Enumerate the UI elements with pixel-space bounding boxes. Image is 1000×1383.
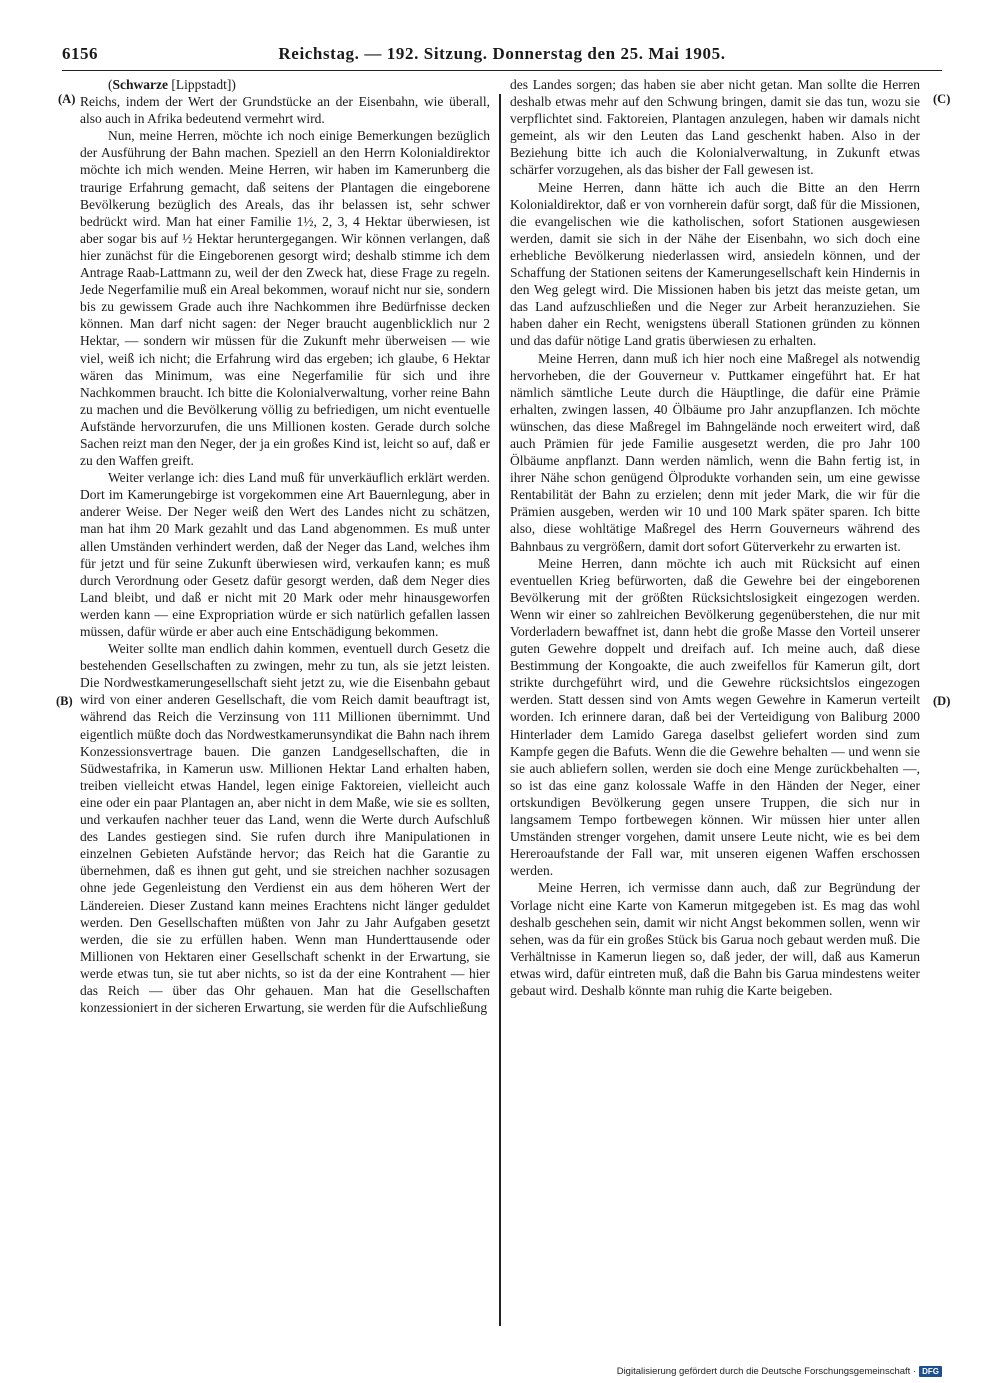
page-header — [62, 44, 942, 70]
header-rule — [62, 70, 942, 71]
speaker-line: (Schwarze [Lippstadt]) — [108, 77, 236, 92]
paragraph: Weiter verlange ich: dies Land muß für unverkäuflich erklärt werden. Dort im Kamerungebirge ist vorgekommen eine Art Bauernlegung, aber in anderer Weise. Der Neger weiß den Wert des Landes nicht zu schätzen, man hat ihm 20 Mark gezahlt und das Land abgenommen. Es muß unter allen Umständen verhindert werden, daß der Neger das Land, welches ihm für jetzt und für seine Zukunft überwiesen wird, verkaufen kann; es muß durch Verordnung oder Gesetz dafür gesorgt werden, daß dem Neger dies Land bleibt, und daß er nicht mit 20 Mark oder mehr hinausgeworfen werden kann — eine Expropriation würde er sich natürlich gefallen lassen müssen, dafür würde er aber auch eine Entschädigung bekommen. — [80, 470, 490, 639]
paragraph: des Landes sorgen; das haben sie aber nicht getan. Man sollte die Herren deshalb etwas mehr auf den Schwung bringen, damit sie das tun, wozu sie verpflichtet sind. Faktoreien, Plantagen anzulegen, haben wir damals nicht gemeint, als wir den Leuten das Land geschenkt haben. Also in der Beziehung bitte ich auch die Kolonialverwaltung, in Zukunft etwas schärfer vorzugehen, als das bisher der Fall gewesen ist. — [510, 77, 920, 178]
digitization-credit — [617, 1366, 942, 1377]
paragraph: Nun, meine Herren, möchte ich noch einige Bemerkungen bezüglich der Ausführung der Bahn machen. Speziell an den Herrn Kolonialdirektor möchte ich mich wenden. Meine Herren, wir haben im Kamerunberg die traurige Erfahrung gemacht, daß seitens der Plantagen die eingeborene Bevölkerung bezüglich des Areals, das ihr belassen ist, sehr schwer bedrückt wird. Man hat einer Familie 1½, 2, 3, 4 Hektar überwiesen, ist aber sogar bis auf ½ Hektar heruntergegangen. Wir können verlangen, daß hier zunächst für die Eingeborenen gesorgt wird; deshalb stimme ich dem Antrage Raab-Lattmann zu, weil der den Zweck hat, diese Frage zu regeln. Jede Negerfamilie muß ein Areal bekommen, worauf nicht nur sie, sondern bis zu gewissem Grade auch ihre Nachkommen ihre Bedürfnisse decken können. Man darf nicht sagen: der Neger braucht augenblicklich nur 2 Hektar, — sondern wir müssen für die Zukunft mehr überweisen — wie viel, weiß ich nicht; die Erfahrung wird das ergeben; ich glaube, 6 Hektar wären das Minimum, was eine Negerfamilie für sich und ihre Nachkommen braucht. Ich bitte die Kolonialverwaltung, vorher reine Bahn zu machen und die Bevölkerung völlig zu befriedigen, um nicht eventuelle Aufstände hervorzurufen, die uns Millionen kosten. Gerade durch solche Sachen reizt man den Neger, der ja ein großes Kind ist, leicht so auf, daß er zu den Waffen greift. — [80, 128, 490, 469]
paragraph: Meine Herren, dann hätte ich auch die Bitte an den Herrn Kolonialdirektor, daß er von vornherein dafür sorgt, daß für die Missionen, die evangelischen wie die katholischen, sofort Stationen ausgewiesen werden, damit sie sich in der Nähe der Eisenbahn, wo sich doch eine erhebliche Bevölkerung niederlassen wird, ansiedeln können, und der Schaffung der Stationen seitens der Kamerungesellschaft kein Hindernis in den Weg gelegt wird. Die Missionen haben bis jetzt das meiste getan, um das Land aufzuschließen und die Neger zur Arbeit heranzuziehen. Sie haben daher ein Recht, wenigstens überall Stationen gründen zu können und das dafür nötige Land gratis überwiesen zu erhalten. — [510, 179, 920, 349]
right-column — [510, 76, 920, 1324]
column-divider — [499, 94, 501, 1326]
margin-marker-a: (A) — [58, 92, 76, 106]
margin-marker-d: (D) — [933, 694, 951, 708]
margin-marker-b: (B) — [56, 694, 73, 708]
dfg-logo: DFG — [919, 1366, 942, 1377]
paragraph: Weiter sollte man endlich dahin kommen, eventuell durch Gesetz die bestehenden Gesellschaften zu zwingen, mehr zu tun, als sie jetzt leisten. Die Nordwestkamerungesellschaft sieht jetzt zu, wie die Eisenbahn gebaut wird von einer anderen Gesellschaft, die vom Reich damit beauftragt ist, während das Reich die Verzinsung von 111 Millionen übernimmt. Und eigentlich müßte doch das Nordwestkamerunsyndikat die Bahn nach ihrem Konzessionsvertrage bauen. Die ganzen Landgesellschaften, die in Südwestafrika, in Kamerun usw. Millionen Hektar Land erhalten haben, treiben vielleicht etwas Handel, legen einige Faktoreien, vielleicht auch eine oder ein paar Plantagen an, aber nicht in dem Maße, wie sie es sollten, und verkaufen nachher teuer das Land, wenn die Werte durch Aufschluß des Landes gestiegen sind. Sie rufen durch ihre Manipulationen in einzelnen Gebieten Aufstände hervor; das Reich hat die Garantie zu übernehmen, daß es ihnen gut geht, und sie streichen nachher sozusagen ohne jede Gegenleistung den Verdienst ein aus dem höheren Wert der Ländereien. Dieser Zustand kann meines Erachtens nicht länger geduldet werden. Den Gesellschaften müßten von Jahr zu Jahr Aufgaben gesetzt werden, die sie zu erfüllen haben. Wenn man Hunderttausende oder Millionen von Hektaren einer Gesellschaft schenkt in der Erwartung, sie werde etwas tun, sie tut aber nichts, so ist da der eine Kontrahent — hier das Reich — über das Ohr gehauen. Man hat die Gesellschaften konzessioniert in der sicheren Erwartung, sie werden für die Aufschließung — [80, 641, 490, 1016]
margin-marker-c: (C) — [933, 92, 951, 106]
paragraph: Reichs, indem der Wert der Grundstücke an der Eisenbahn, wie überall, also auch in Afrika bedeutend vermehrt wird. — [80, 94, 490, 127]
page-number: 6156 — [62, 44, 98, 63]
paragraph: Meine Herren, dann muß ich hier noch eine Maßregel als notwendig hervorheben, die der Gouverneur v. Puttkamer eingeführt hat. Er hat nämlich sämtliche Leute durch die Häuptlinge, die dafür eine Prämie erhalten, zwingen lassen, 40 Ölbäume pro Jahr anzupflanzen. Ich möchte wünschen, das diese Maßregel im Bahngelände noch erweitert wird, daß auch Prämien für jede Familie ausgesetzt werden, die pro Jahr 100 Ölbäume anpflanzt. Dann werden nämlich, wenn die Bahn fertig ist, in ihrer Nähe schon genügend Ölprodukte vorhanden sein, um eine gewisse Rentabilität der Bahn zu erzielen; denn mit jeder Mark, die wir für die Prämien ausgeben, werden wir 10 und 100 Mark später sparen. Ich bitte also, diese wohltätige Maßregel des Herrn Gouverneurs während des Bahnbaus zu vergrößern, damit dort sofort Güterverkehr zu erwarten ist. — [510, 350, 920, 554]
speaker-constituency: [Lippstadt] — [171, 77, 232, 92]
left-column — [80, 76, 490, 1324]
running-head: Reichstag. — 192. Sitzung. Donnerstag den 25. Mai 1905. — [278, 44, 726, 63]
digitization-credit-text: Digitalisierung gefördert durch die Deutsche Forschungsgemeinschaft · — [616, 1366, 917, 1377]
speaker-name: Schwarze — [112, 77, 168, 92]
paragraph: Meine Herren, dann möchte ich auch mit Rücksicht auf einen eventuellen Krieg befürworten, daß die Gewehre bei der eingeborenen Bevölkerung mit der größten Rücksichtslosigkeit eingezogen werden. Wenn wir einer so zahlreichen Bevölkerung gegenüberstehen, die nur mit Vorderladern bewaffnet ist, dann hebt die große Masse den Vorteil unserer guten Gewehre doppelt und dreifach auf. Ich meine auch, daß diese Bestimmung der Kongoakte, die auch zweifellos für Kamerun gilt, dort strikte durchgeführt wird, und die Gewehre rücksichtslos eingezogen werden. Statt dessen sind von Amts wegen Gewehre in Kamerun verteilt worden. Ich erinnere daran, daß bei der Verteidigung von Baliburg 2000 Hinterlader dem Lamido Garega daselbst geliefert worden sind zum Kampfe gegen die Bafuts. Wenn die die Gewehre behalten — und wenn sie sie auch abliefern sollen, werden sie doch eine Menge zurückbehalten —, so ist das eine ganz kolossale Waffe in den Händen der Neger, einer ortskundigen Bevölkerung gegen unsere Truppen, die sich nur in langsamem Tempo fortbewegen können. Wir müssen hier unter allen Umständen strenger vorgehen, damit unsere Leute nicht, wie es bei dem Hereroaufstande der Fall war, mit unseren eigenen Waffen erschossen werden. — [510, 555, 920, 879]
paragraph: Meine Herren, ich vermisse dann auch, daß zur Begründung der Vorlage nicht eine Karte von Kamerun mitgegeben ist. Es mag das wohl deshalb geschehen sein, damit wir nicht Angst bekommen sollen, wenn wir sehen, was da für ein großes Stück bis Garua noch gebaut werden muß. Die Verhältnisse in Kamerun liegen so, daß jeder, der will, daß aus Kamerun etwas wird, dafür eintreten muß, daß die Bahn bis Garua mindestens weiter gebaut wird. Deshalb könnte man ruhig die Karte beigeben. — [510, 880, 920, 998]
